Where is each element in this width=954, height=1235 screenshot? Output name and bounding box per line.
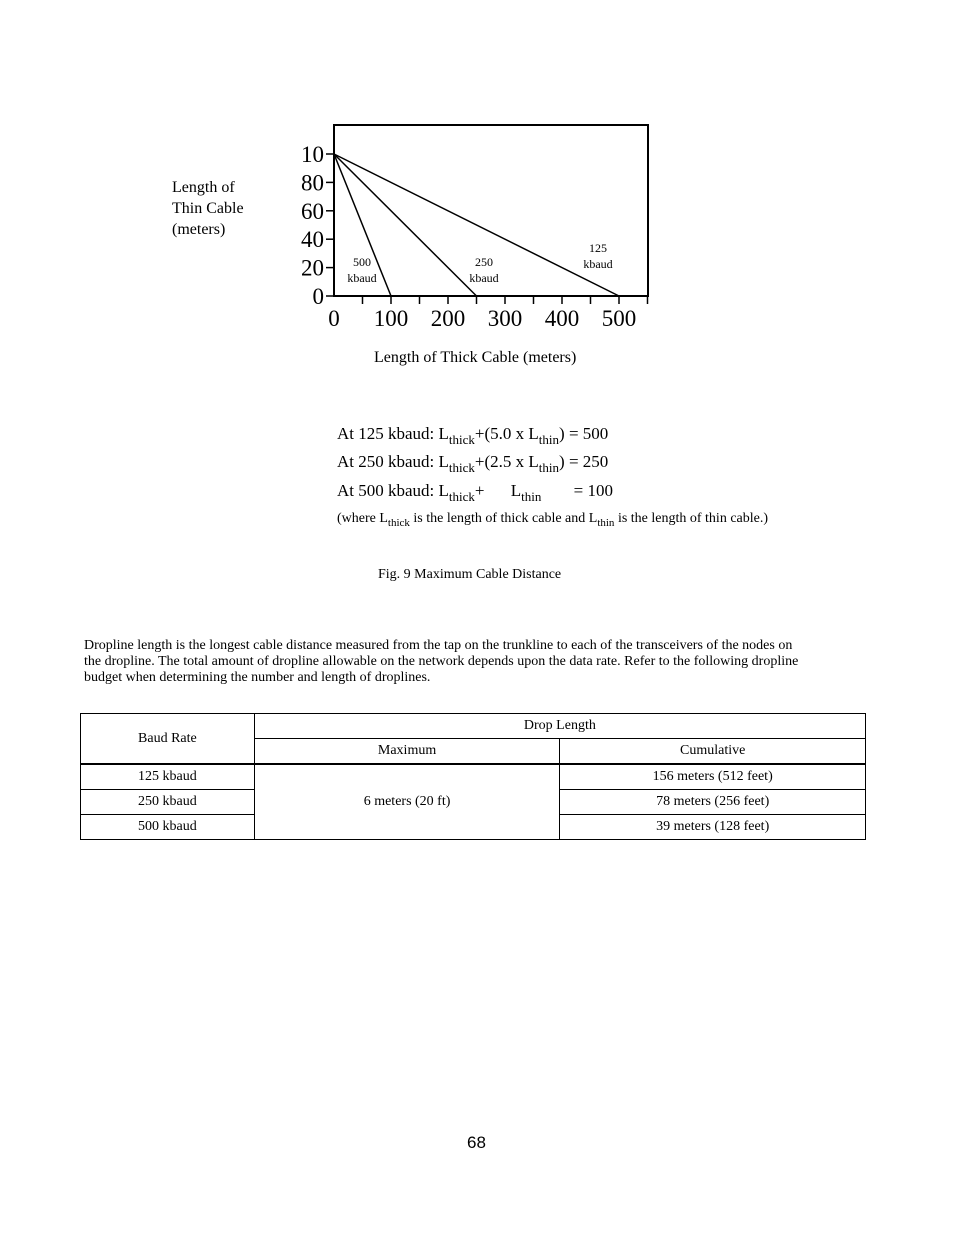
table-header-row [81,714,866,739]
equation-subscript: thin [538,432,560,447]
series-label: 500 [353,255,371,269]
table-row [81,764,866,790]
equation-text: = 100 [573,481,613,500]
paragraph-line: Dropline length is the longest cable distance measured from the tap on the trunkline to each of the transceivers of the nodes on [84,638,793,653]
note-text: is the length of thick cable and L [409,511,598,526]
figure-caption: Fig. 9 Maximum Cable Distance [378,567,562,582]
equation-text: + [474,481,485,500]
equation-text: At 125 kbaud: L [337,424,449,443]
cell-cumulative: 39 meters (128 feet) [560,815,866,840]
y-axis-label-line: Length of [172,179,235,196]
y-tick-label: 0 [312,284,324,309]
x-axis [328,296,647,331]
x-tick-label: 400 [544,306,580,331]
equation-500 [337,481,613,504]
equation-subscript: thin [538,460,560,475]
header-baud-rate: Baud Rate [81,714,255,765]
equation-125 [337,424,609,447]
y-axis-label [172,177,244,240]
equation-text: At 250 kbaud: L [337,452,449,471]
cell-baud: 125 kbaud [81,764,255,790]
equation-subscript: thick [448,489,475,504]
series-labels [347,241,612,285]
body-paragraph [84,638,884,686]
x-tick-label: 500 [601,306,637,331]
note-subscript: thick [387,517,410,529]
x-tick-label: 300 [487,306,523,331]
dropline-budget-table [80,713,866,840]
header-drop-length: Drop Length [254,714,865,739]
equation-text: ) = 500 [559,424,609,443]
cell-cumulative: 78 meters (256 feet) [560,790,866,815]
paragraph-line: the dropline. The total amount of dropline allowable on the network depends upon the data rate. Refer to the following dropline [84,654,799,669]
equation-text: +(2.5 x L [474,452,539,471]
y-tick-label: 40 [301,227,324,253]
series-label: kbaud [469,271,499,285]
y-tick-label: 80 [301,170,324,196]
equation-250 [337,452,609,475]
header-maximum: Maximum [254,739,560,765]
equation-subscript: thick [448,432,475,447]
cable-distance-chart [0,0,954,400]
y-tick-label: 20 [301,255,324,281]
header-cumulative: Cumulative [560,739,866,765]
equation-text: ) = 250 [559,452,609,471]
x-axis-label: Length of Thick Cable (meters) [374,349,577,366]
paragraph-line: budget when determining the number and length of droplines. [84,670,431,685]
x-tick-label: 100 [373,306,409,331]
y-axis-label-line: (meters) [172,221,226,238]
equation-text: At 500 kbaud: L [337,481,449,500]
equation-subscript: thin [521,489,542,504]
x-tick-label: 0 [328,306,340,331]
cell-baud: 500 kbaud [81,815,255,840]
equation-subscript: thick [448,460,475,475]
note-subscript: thin [597,517,615,529]
note-text: (where L [337,511,388,526]
equation-text: +(5.0 x L [474,424,539,443]
equation-note [337,511,768,527]
y-axis [301,142,334,309]
y-tick-label: 60 [301,198,324,224]
y-tick-label: 10 [301,142,324,167]
x-tick-label: 200 [430,306,466,331]
y-axis-label-line: Thin Cable [172,200,244,217]
page-number: 68 [467,1133,486,1152]
series-label: kbaud [583,257,613,271]
series-label: 250 [475,255,493,269]
equation-text: L [510,481,522,500]
cell-baud: 250 kbaud [81,790,255,815]
note-text: is the length of thin cable.) [614,511,769,526]
cell-cumulative: 156 meters (512 feet) [560,764,866,790]
series-label: kbaud [347,271,377,285]
series-label: 125 [589,241,607,255]
cell-maximum: 6 meters (20 ft) [254,764,560,840]
